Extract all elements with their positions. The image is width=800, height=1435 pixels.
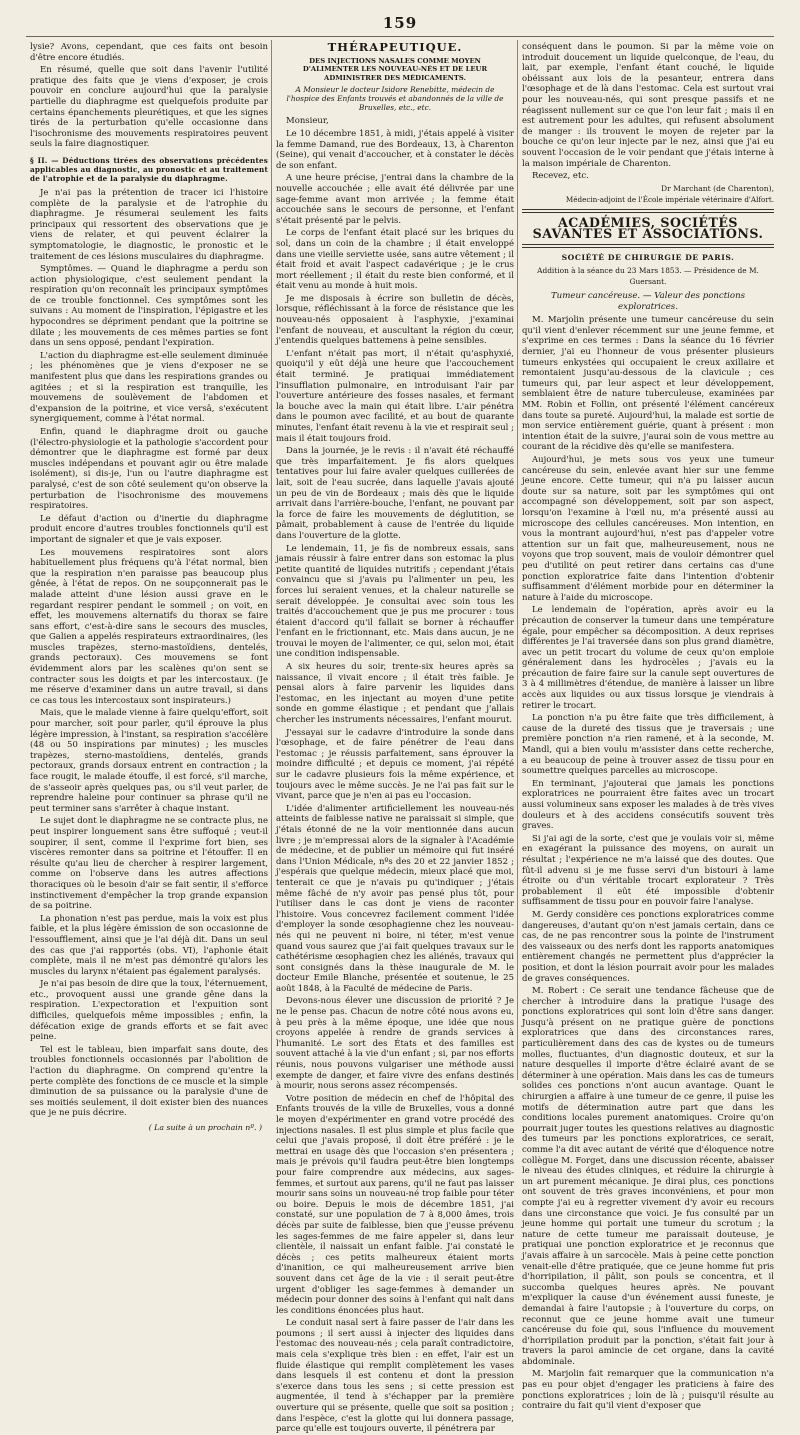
continued-note: ( La suite à un prochain nº. ) (148, 1123, 262, 1132)
paragraph: Si j'ai agi de la sorte, c'est que je voulais voir si, même en exagérant la puissance des moyens, on aurait un résultat ; l'expérience ne m'a laissé que des doutes. Que fût-il advenu si je me fusse servi d'un bistouri à lame étroite ou d'un véritable trocart explorateur ? Très probablement il eût été impossible d'obtenir suffisamment de tissu pour en pouvoir faire l'analyse. (522, 833, 774, 908)
paragraph: L'action du diaphragme est-elle seulement diminuée ; les phénomènes que je viens d'exposer ne se manifestent plus que dans les respirations grandes ou agitées ; et si la respiration est tranquille, les mouvemens de soulèvement de l'abdomen et d'expansion de la poitrine, et vice versâ, s'exécutent synergiquement, comme à l'état normal. (30, 350, 268, 425)
closing: Recevez, etc. (532, 171, 589, 182)
signature: Dr Marchant (de Charenton), (661, 183, 774, 193)
column-middle (276, 40, 514, 1435)
page-number: 159 (382, 14, 418, 32)
paragraph: A six heures du soir, trente-six heures après sa naissance, il vivait encore ; il était très faible. Je pensai alors à faire parvenir les liquides dans l'estomac, en les injectant au moyen d'une petite sonde en gomme élastique ; et pendant que j'allais chercher les instruments nécessaires, l'enfant mourut. (276, 662, 514, 726)
section-heading: § II. — Déductions tirées des observations précédentes applicables au diagnostic, au pronostic et au traitement de l'atrophie et de la paralysie du diaphragme. (30, 155, 268, 183)
paragraph: Je n'ai pas la prétention de tracer ici l'histoire complète de la paralysie et de l'atrophie du diaphragme. Je résumerai seulement les faits principaux qui ressortent des observations que je viens de relater, et qui peuvent éclairer la symptomatologie, le diagnostic, le pronostic et le traitement de ces lésions musculaires du diaphragme. (30, 187, 268, 262)
paragraph: Le lendemain de l'opération, après avoir eu la précaution de conserver la tumeur dans une température égale, pour empêcher sa décomposition. A deux reprises différentes je l'ai traversée dans son plus grand diamètre, avec un petit trocart du volume de ceux qu'on emploie généralement dans les hydrocèles ; j'avais eu la précaution de faire faire sur la canule sept ouvertures de 3 à 4 millimètres d'étendue, de manière à laisser un libre accès aux liquides ou aux tissus lorsque je viendrais à retirer le trocart. (522, 605, 774, 711)
paragraph: Le sujet dont le diaphragme ne se contracte plus, ne peut inspirer longuement sans être suffoqué ; veut-il soupirer, il sent, comme il l'exprime fort bien, ses viscères remonter dans sa poitrine et l'étouffer. Il en résulte qu'au lieu de chercher à respirer largement, comme on l'observe dans les autres affections thoraciques où le besoin d'air se fait sentir, il s'efforce instinctivement d'empêcher la trop grande expansion de sa poitrine. (30, 816, 268, 912)
section-rule (522, 209, 774, 213)
paragraph: lysie? Avons, cependant, que ces faits ont besoin d'être encore étudiés. (30, 42, 268, 63)
article-subheading: A Monsieur le docteur Isidore Renebitte, médecin de l'hospice des Enfants trouvés et abandonnés de la ville de Bruxelles, etc., etc. (286, 85, 504, 113)
paragraph: A une heure précise, j'entrai dans la chambre de la nouvelle accouchée ; elle avait été délivrée par une sage-femme avant mon arrivée ; la femme était accouchée sans le secours de personne, et l'enfant s'était présenté par le pelvis. (276, 173, 514, 226)
society-title: SOCIÉTÉ DE CHIRURGIE DE PARIS. (561, 253, 735, 263)
paragraph: En terminant, j'ajouterai que jamais les ponctions exploratrices ne pourraient être faites avec un trocart aussi volumineux sans exposer les malades à de très vives douleurs et à des accidens consécutifs souvent très graves. (522, 778, 774, 832)
section-heading-academies: ACADÉMIES, SOCIÉTÉS SAVANTES ET ASSOCIATIONS. (532, 215, 764, 241)
paragraph: M. Marjolin présente une tumeur cancéreuse du sein qu'il vient d'enlever récemment sur une jeune femme, et s'exprime en ces termes : Dans la séance du 16 février dernier, j'ai eu l'honneur de vous présenter plusieurs tumeurs enkystées qui occupaient le creux axillaire et remontaient jusqu'au-dessous de la clavicule ; ces tumeurs qui, par leur aspect et leur développement, semblaient être de nature tuberculeuse, examinées par MM. Robin et Follin, ont présenté l'élément cancéreux dans toute sa pureté. Aujourd'hui, la malade est sortie de mon service entièrement guérie, quant à présent : mon intention était de la suivre, j'aurai soin de vous mettre au courant de la récidive dès qu'elle se manifestera. (522, 315, 774, 453)
paragraph: Je n'ai pas besoin de dire que la toux, l'éternuement, etc., provoquent aussi une grande gêne dans la respiration. L'expectoration et l'expuition sont difficiles, quelquefois même impossibles ; enfin, la défécation exige de grands efforts et se fait avec peine. (30, 979, 268, 1043)
paragraph: Le lendemain, 11, je fis de nombreux essais, sans jamais réussir à faire entrer dans son estomac la plus petite quantité de liquides nutritifs ; cependant j'étais convaincu que si j'avais pu l'alimenter un peu, les forces lui seraient venues, et la chaleur naturelle se serait développée. Je consultai avec soin tous les traités d'accouchement que je pus me procurer : tous étaient d'accord qu'il fallait se borner à réchauffer l'enfant en le frictionnant, etc. Mais dans aucun, je ne trouvai le moyen de l'alimenter, ce qui, selon moi, était une condition indispensable. (276, 543, 514, 660)
paragraph: conséquent dans le poumon. Si par la même voie on introduit doucement un liquide quelconque, de l'eau, du lait, par exemple, l'enfant étant couché, le liquide obéissant aux lois de la pesanteur, entrera dans l'œsophage et de là dans l'estomac. Cela est surtout vrai pour les nouveau-nés, qui sont presque passifs et ne réagissent nullement sur ce que l'on leur fait ; mais il en est autrement pour les adultes, qui refusent absolument de manger : ils trouvent le moyen de rejeter par la bouche ce qu'on leur injecte par le nez, ainsi que j'ai eu souvent l'occasion de le voir pendant que j'étais interne à la maison impériale de Charenton. (522, 42, 774, 169)
paragraph: Le corps de l'enfant était placé sur les briques du sol, dans un coin de la chambre ; il était enveloppé dans une vieille serviette usée, sans autre vêtement ; il était froid et avait l'aspect cadavérique ; je le crus mort réellement ; il était du reste bien conformé, et il était venu au monde à huit mois. (276, 228, 514, 292)
topic-line: Tumeur cancéreuse. — Valeur des ponctions exploratrices. (550, 291, 746, 312)
signature-title: Médecin-adjoint de l'École impériale vétérinaire d'Alfort. (565, 195, 774, 205)
column-left (30, 42, 268, 1132)
column-divider (271, 40, 272, 1080)
paragraph: Votre position de médecin en chef de l'hôpital des Enfants trouvés de la ville de Bruxelles, vous a donné le moyen d'expérimenter en grand votre procédé des injections nasales. Il est plus simple et plus facile que celui que j'avais proposé, il doit être préféré : je le mettrai en usage dès que l'occasion s'en présentera ; mais je prévois qu'il faudra peut-être bien longtemps pour faire comprendre aux médecins, aux sages-femmes, et surtout aux parens, qu'il ne faut pas laisser mourir sans soins un nouveau-né trop faible pour téter ou boire. Depuis le mois de décembre 1851, j'ai constaté, sur une population de 7 à 8,000 âmes, trois décès par suite de faiblesse, bien que j'eusse prévenu les sages-femmes de me faire appeler si, dans leur clientèle, il naissait un enfant faible. J'ai constaté le décès ; ces petits malheureux étaient morts d'inanition, ce qui malheureusement arrive bien souvent dans cet âge de la vie : il serait peut-être urgent d'obliger les sage-femmes à demander un médecin pour donner des soins à l'enfant qui naît dans les conditions énoncées plus haut. (276, 1093, 514, 1316)
paragraph: M. Gerdy considère ces ponctions exploratrices comme dangereuses, d'autant qu'on n'est jamais certain, dans ce cas, de ne pas rencontrer sous la pointe de l'instrument des vaisseaux ou des nerfs dont les rapports anatomiques entièrement changés ne permettent plus d'apprécier la position, et dont la lésion pourrait avoir pour les malades de graves conséquences. (522, 909, 774, 984)
paragraph: L'enfant n'était pas mort, il n'était qu'asphyxié, quoiqu'il y eût déjà une heure que l'accouchement était terminé. Je pratiquai immédiatement l'insufflation pulmonaire, en introduisant l'air par l'ouverture antérieure des fosses nasales, et fermant la bouche avec la main qui était libre. L'air pénétra dans le poumon avec facilité, et au bout de quarante minutes, l'enfant était revenu à la vie et respirait seul ; mais il était toujours froid. (276, 348, 514, 444)
paragraph: Les mouvemens respiratoires sont alors habituellement plus fréquens qu'à l'état normal, bien que la respiration n'en paraisse pas beaucoup plus gênée, à l'état de repos. On ne soupçonnerait pas le malade atteint d'une lésion aussi grave en le regardant respirer pendant le sommeil ; on voit, en effet, les mouvemens alternatifs du thorax se faire sans effort, c'est-à-dire sans le secours des muscles, que Galien a appelés respirateurs extraordinaires, (les muscles trapèzes, sterno-mastoïdiens, dentelés, grands pectoraux). Ces mouvemens se font évidemment alors par les scalènes qu'on sent se contracter sous les doigts et par les intercostaux. (Je me réserve d'examiner dans un autre travail, si dans ce cas tous les intercostaux sont inspirateurs.) (30, 547, 268, 706)
paragraph: En résumé, quelle que soit dans l'avenir l'utilité pratique des faits que je viens d'exposer, je crois pouvoir en conclure aujourd'hui que la paralysie partielle du diaphragme est quelquefois produite par certains épanchements pleurétiques, et que les signes tirés de la perturbation qu'elle occasionne dans l'isochronisme des mouvements respiratoires peuvent seuls la faire diagnostiquer. (30, 65, 268, 150)
paragraph: Symptômes. — Quand le diaphragme a perdu son action physiologique, c'est seulement pendant la respiration qu'on reconnaît les principaux symptômes de ce trouble fonctionnel. Ces symptômes sont les suivans : Au moment de l'inspiration, l'épigastre et les hypocondres se dépriment pendant que la poitrine se dilate ; les mouvements de ces mêmes parties se font dans un sens opposé, pendant l'expiration. (30, 264, 268, 349)
paragraph: Tel est le tableau, bien imparfait sans doute, des troubles fonctionnels occasionnés par l'abolition de l'action du diaphragme. On comprend qu'entre la perte complète des fonctions de ce muscle et la simple diminution de sa puissance ou la paralysie d'une de ses moitiés seulement, il doit exister bien des nuances que je ne puis décrire. (30, 1044, 268, 1119)
paragraph: M. Marjolin fait remarquer que la communication n'a pas eu pour objet d'engager les praticiens à faire des ponctions exploratrices ; loin de là ; puisqu'il résulte au contraire du fait qu'il vient d'exposer que (522, 1369, 774, 1412)
salutation: Monsieur, (286, 116, 329, 127)
session-line: Addition à la séance du 23 Mars 1853. — Présidence de M. Guersant. (537, 265, 759, 286)
paragraph: Devons-nous élever une discussion de priorité ? Je ne le pense pas. Chacun de notre côté nous avons eu, à peu près à la même époque, une idée que nous croyons appelée à rendre de grands services à l'humanité. Le sort des États et des familles est souvent attaché à la vie d'un enfant ; si, par nos efforts réunis, nous pouvons vulgariser une méthode aussi exempte de danger, et faire vivre des enfans destinés à mourir, nous serons assez récompensés. (276, 996, 514, 1092)
paragraph: Aujourd'hui, je mets sous vos yeux une tumeur cancéreuse du sein, enlevée avant hier sur une femme jeune encore. Cette tumeur, qui n'a pu laisser aucun doute sur sa nature, soit par les symptômes qui ont accompagné son développement, soit par son aspect, lorsqu'on l'examine à l'œil nu, m'a présenté aussi au microscope des cellules cancéreuses. Mon intention, en vous la montrant aujourd'hui, n'est pas d'appeler votre attention sur un fait que, malheureusement, nous ne voyons que trop souvent, mais de vouloir démontrer quel peu d'utilité on peut retirer dans certains cas d'une ponction exploratrice faite dans l'intention d'obtenir suffisamment d'élément morbide pour en déterminer la nature à l'aide du microscope. (522, 455, 774, 603)
header-rule (26, 36, 774, 37)
paragraph: La ponction n'a pu être faite que très difficilement, à cause de la dureté des tissus que je traversais ; une première ponction n'a rien ramené, et à la seconde, M. Mandl, qui a bien voulu m'assister dans cette recherche, a eu beaucoup de peine à trouver assez de tissu pour en soumettre quelques parcelles au microscope. (522, 713, 774, 777)
paragraph: Le conduit nasal sert à faire passer de l'air dans les poumons ; il sert aussi à injecter des liquides dans l'estomac des nouveau-nés ; cela paraît contradictoire, mais cela s'explique très bien : en effet, l'air est un fluide élastique qui remplit complètement les vases dans lesquels il est contenu et dont la pression s'exerce dans tous les sens ; si cette pression est augmentée, il tend à s'échapper par la première ouverture qui se présente, quelle que soit sa position ; dans l'espèce, c'est la glotte qui lui donnera passage, parce qu'elle est toujours ouverte, il pénétrera par (276, 1318, 514, 1435)
paragraph: L'idée d'alimenter artificiellement les nouveau-nés atteints de faiblesse native ne paraissait si simple, que j'étais étonné de ne la voir mentionnée dans aucun livre ; je m'empressai alors de la signaler à l'Académie de médecine, et de publier un mémoire qui fut inséré dans l'Union Médicale, nºs des 20 et 22 janvier 1852 ; j'espérais que quelque médecin, mieux placé que moi, tenterait ce que je n'avais pu qu'indiquer ; j'étais même fâché de n'y avoir pas pensé plus tôt, pour l'utiliser dans le cas dont je viens de raconter l'histoire. Vous concevrez facilement comment l'idée d'employer la sonde œsophagienne chez les nouveau-nés qui ne peuvent ni boire, ni téter, m'est venue quand vous saurez que j'ai fait quelques travaux sur le cathétérisme œsophagien chez les aliénés, travaux qui sont consignés dans la thèse inaugurale de M. le docteur Emile Blanche, présentée et soutenue, le 25 août 1848, à la Faculté de médecine de Paris. (276, 803, 514, 994)
paragraph: J'essayai sur le cadavre d'introduire la sonde dans l'œsophage, et de faire pénétrer de l'eau dans l'estomac ; je réussis parfaitement, sans éprouver la moindre difficulté ; et depuis ce moment, j'ai répété sur le cadavre plusieurs fois la même expérience, et toujours avec le même succès. Je ne l'ai pas fait sur le vivant, parce que je n'en ai pas eu l'occasion. (276, 727, 514, 802)
paragraph: La phonation n'est pas perdue, mais la voix est plus faible, et la plus légère émission de son occasionne de l'essoufflement, ainsi que je l'ai déjà dit. Dans un seul des cas que j'ai rapportés (obs. VI), l'aphonie était complète, mais il ne m'est pas démontré qu'alors les muscles du larynx n'étaient pas également paralysés. (30, 913, 268, 977)
paragraph: Le défaut d'action ou d'inertie du diaphragme produit encore d'autres troubles fonctionnels qu'il est important de signaler et que je vais exposer. (30, 513, 268, 545)
column-right (522, 42, 774, 1412)
paragraph: Mais, que le malade vienne à faire quelqu'effort, soit pour marcher, soit pour parler, qu'il éprouve la plus légère impression, à l'instant, sa respiration s'accélère (48 ou 50 inspirations par minutes) ; les muscles trapèzes, sterno-mastoïdiens, dentelés, grands pectoraux, grands dorsaux entrent en contraction ; la face rougit, le malade étouffe, il est forcé, s'il marche, de s'asseoir après quelques pas, ou s'il veut parler, de reprendre haleine pour continuer sa phrase qu'il ne peut terminer sans s'arrêter à chaque instant. (30, 708, 268, 814)
rubric-title: THÉRAPEUTIQUE. (327, 40, 463, 54)
article-heading: DES INJECTIONS NASALES COMME MOYEN D'ALIMENTER LES NOUVEAU-NÉS ET DE LEUR ADMINISTRER DES MÉDICAMENTS. (302, 56, 488, 82)
paragraph: Je me disposais à écrire son bulletin de décès, lorsque, réfléchissant à la force de résistance que les nouveau-nés opposaient à l'asphyxie, j'examinai l'enfant de nouveau, et auscultant la région du cœur, j'entendis quelques battemens à peine sensibles. (276, 293, 514, 347)
paragraph: Enfin, quand le diaphragme droit ou gauche (l'électro-physiologie et la pathologie s'accordent pour démontrer que le diaphragme est formé par deux muscles indépendans et pouvant agir ou être malade isolément), si dis-je, l'un ou l'autre diaphragme est paralysé, c'est de son côté seulement qu'on observe la perturbation de l'isochronisme des mouvemens respiratoires. (30, 427, 268, 512)
paragraph: Le 10 décembre 1851, à midi, j'étais appelé à visiter la femme Damand, rue des Bordeaux, 13, à Charenton (Seine), qui venait d'accoucher, et à constater le décès de son enfant. (276, 128, 514, 171)
paragraph: M. Robert : Ce serait une tendance fâcheuse que de chercher à introduire dans la pratique l'usage des ponctions exploratrices qui sont loin d'être sans danger. Jusqu'à présent on ne pratique guère de ponctions exploratrices que dans des circonstances rares, particulièrement dans des cas de kystes ou de tumeurs molles, fluctuantes, d'un diagnostic douteux, et sur la nature desquelles il importe d'être éclairé avant de se déterminer à une opération. Mais dans les cas de tumeurs solides ces ponctions n'ont aucun avantage. Quant le chirurgien a affaire à une tumeur de ce genre, il puise les motifs de détermination autre part que dans les conditions locales purement anatomiques. Croire qu'on pourrait juger toutes les questions relatives au diagnostic des tumeurs par les ponctions exploratrices, ce serait, comme l'a dit avec autant de vérité que d'éloquence notre collègue M. Forget, dans une discussion récente, abaisser le niveau des études cliniques, et réduire la chirurgie à un art purement mécanique. Je dirai plus, ces ponctions ont souvent de très graves inconvéniens, et pour mon compte j'ai eu à regretter vivement d'y avoir eu recours dans une circonstance que voici. Je fus consulté par un jeune homme qui portait une tumeur du scrotum ; la nature de cette tumeur me paraissait douteuse, je pratiquai une ponction exploratrice et je reconnus que j'avais affaire à un sarcocèle. Mais à peine cette ponction venait-elle d'être pratiquée, que ce jeune homme fut pris d'horripilation, il pâlit, son pouls se concentra, et il succomba quelques heures après. Ne pouvant m'expliquer la cause d'un événement aussi funeste, je demandai à faire l'autopsie ; à l'ouverture du corps, on reconnut que ce jeune homme avait une tumeur cancéreuse du foie qui, sous l'influence du mouvement d'horripilation produit par la ponction, s'était fait jour à travers la paroi amincie de cet organe, dans la cavité abdominale. (522, 986, 774, 1367)
paragraph: Dans la journée, je le revis : il n'avait été réchauffé que très imparfaitement. Je fis alors quelques tentatives pour lui faire avaler quelques cuillerées de lait, soit de l'eau sucrée, dans laquelle j'avais ajouté un peu de vin de Bordeaux ; mais dès que le liquide arrivait dans l'arrière-bouche, l'enfant, ne pouvant par la force de faire les mouvements de déglutition, se pâmait, probablement à cause de l'entrée du liquide dans l'ouverture de la glotte. (276, 446, 514, 541)
section-rule (522, 244, 774, 248)
column-divider (517, 40, 518, 1080)
